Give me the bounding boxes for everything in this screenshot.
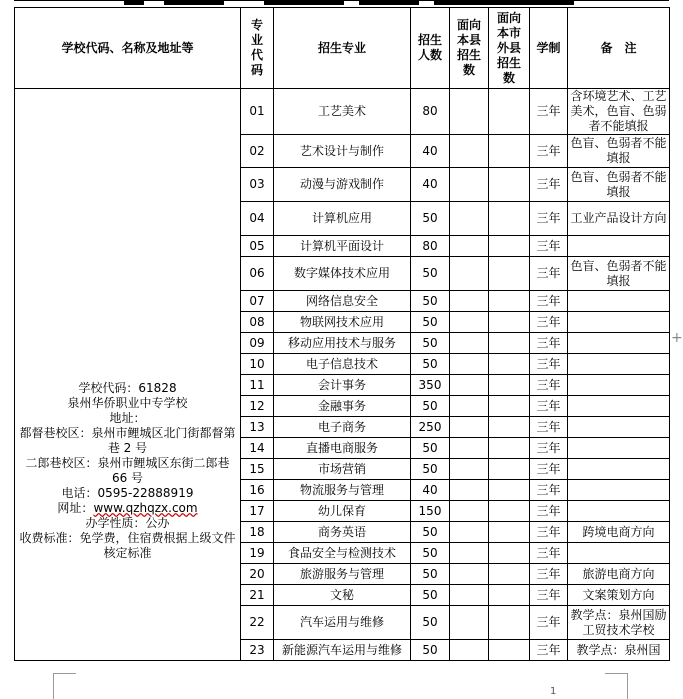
major-code-cell: 20 <box>241 564 274 585</box>
duration-cell: 三年 <box>530 202 568 236</box>
outside-count-cell <box>489 640 530 661</box>
major-name-cell: 工艺美术 <box>274 89 411 135</box>
admissions-table <box>14 7 670 661</box>
header-school: 学校代码、名称及地址等 <box>15 8 241 89</box>
header-enroll-count: 招生 人数 <box>411 8 450 89</box>
major-name-cell: 移动应用技术与服务 <box>274 333 411 354</box>
major-code-cell: 09 <box>241 333 274 354</box>
major-code-cell: 13 <box>241 417 274 438</box>
local-count-cell <box>450 417 489 438</box>
outside-count-cell <box>489 375 530 396</box>
local-count-cell <box>450 257 489 291</box>
cut-text-fragment <box>164 1 224 5</box>
cut-text-fragment <box>434 1 574 5</box>
enroll-count-cell: 50 <box>411 202 450 236</box>
major-code-cell: 01 <box>241 89 274 135</box>
major-name-cell: 旅游服务与管理 <box>274 564 411 585</box>
duration-cell: 三年 <box>530 312 568 333</box>
remarks-cell: 旅游电商方向 <box>568 564 670 585</box>
remarks-cell: 含环境艺术、工艺美术，色盲、色弱者不能填报 <box>568 89 670 135</box>
remarks-cell: 教学点：泉州国 <box>568 640 670 661</box>
local-count-cell <box>450 354 489 375</box>
enroll-count-cell: 50 <box>411 606 450 640</box>
local-count-cell <box>450 459 489 480</box>
remarks-cell: 色盲、色弱者不能填报 <box>568 135 670 168</box>
enroll-count-cell: 50 <box>411 354 450 375</box>
header-row <box>15 8 670 89</box>
outside-count-cell <box>489 417 530 438</box>
local-count-cell <box>450 522 489 543</box>
local-count-cell <box>450 135 489 168</box>
outside-count-cell <box>489 438 530 459</box>
major-code-cell: 21 <box>241 585 274 606</box>
enroll-count-cell: 80 <box>411 236 450 257</box>
duration-cell: 三年 <box>530 396 568 417</box>
remarks-cell <box>568 459 670 480</box>
major-name-cell: 计算机平面设计 <box>274 236 411 257</box>
major-name-cell: 汽车运用与维修 <box>274 606 411 640</box>
duration-cell: 三年 <box>530 89 568 135</box>
outside-count-cell <box>489 354 530 375</box>
table-row <box>15 89 670 135</box>
outside-count-cell <box>489 202 530 236</box>
outside-count-cell <box>489 522 530 543</box>
major-code-cell: 07 <box>241 291 274 312</box>
outside-count-cell <box>489 236 530 257</box>
major-name-cell: 幼儿保育 <box>274 501 411 522</box>
outside-count-cell <box>489 459 530 480</box>
major-code-cell: 18 <box>241 522 274 543</box>
remarks-cell <box>568 480 670 501</box>
header-duration: 学制 <box>530 8 568 89</box>
remarks-cell <box>568 396 670 417</box>
outside-count-cell <box>489 480 530 501</box>
header-major-code: 专 业 代 码 <box>241 8 274 89</box>
school-code: 学校代码：61828 <box>78 380 177 395</box>
remarks-cell <box>568 354 670 375</box>
local-count-cell <box>450 396 489 417</box>
local-count-cell <box>450 606 489 640</box>
enroll-count-cell: 50 <box>411 522 450 543</box>
major-code-cell: 06 <box>241 257 274 291</box>
major-code-cell: 14 <box>241 438 274 459</box>
major-name-cell: 动漫与游戏制作 <box>274 168 411 202</box>
remarks-cell <box>568 501 670 522</box>
outside-count-cell <box>489 333 530 354</box>
remarks-cell <box>568 291 670 312</box>
major-name-cell: 数字媒体技术应用 <box>274 257 411 291</box>
outside-count-cell <box>489 585 530 606</box>
remarks-cell <box>568 236 670 257</box>
enroll-count-cell: 250 <box>411 417 450 438</box>
school-info-cell <box>15 89 241 661</box>
duration-cell: 三年 <box>530 543 568 564</box>
remarks-cell: 工业产品设计方向 <box>568 202 670 236</box>
major-name-cell: 金融事务 <box>274 396 411 417</box>
major-code-cell: 11 <box>241 375 274 396</box>
outside-count-cell <box>489 312 530 333</box>
website-link[interactable]: www.qzhqzx.com <box>93 500 198 515</box>
remarks-cell: 文案策划方向 <box>568 585 670 606</box>
duration-cell: 三年 <box>530 236 568 257</box>
local-count-cell <box>450 438 489 459</box>
major-name-cell: 文秘 <box>274 585 411 606</box>
remarks-cell <box>568 417 670 438</box>
header-outside-count: 面向 本市 外县 招生 数 <box>489 8 530 89</box>
local-count-cell <box>450 333 489 354</box>
enroll-count-cell: 50 <box>411 333 450 354</box>
major-code-cell: 02 <box>241 135 274 168</box>
major-code-cell: 16 <box>241 480 274 501</box>
fee-standard: 收费标准：免学费，住宿费根据上级文件核定标准 <box>19 530 236 560</box>
major-code-cell: 12 <box>241 396 274 417</box>
major-name-cell: 电子信息技术 <box>274 354 411 375</box>
enroll-count-cell: 40 <box>411 135 450 168</box>
enroll-count-cell: 50 <box>411 564 450 585</box>
major-code-cell: 15 <box>241 459 274 480</box>
major-code-cell: 17 <box>241 501 274 522</box>
enroll-count-cell: 40 <box>411 168 450 202</box>
local-count-cell <box>450 312 489 333</box>
phone: 电话：0595-22888919 <box>61 485 194 500</box>
local-count-cell <box>450 375 489 396</box>
header-local-count: 面向 本县 招生 数 <box>450 8 489 89</box>
duration-cell: 三年 <box>530 585 568 606</box>
duration-cell: 三年 <box>530 480 568 501</box>
remarks-cell <box>568 333 670 354</box>
outside-count-cell <box>489 257 530 291</box>
local-count-cell <box>450 564 489 585</box>
school-nature: 办学性质：公办 <box>85 515 170 530</box>
local-count-cell <box>450 501 489 522</box>
duration-cell: 三年 <box>530 257 568 291</box>
remarks-cell <box>568 375 670 396</box>
outside-count-cell <box>489 543 530 564</box>
duration-cell: 三年 <box>530 168 568 202</box>
duration-cell: 三年 <box>530 606 568 640</box>
remarks-cell <box>568 543 670 564</box>
major-code-cell: 19 <box>241 543 274 564</box>
major-code-cell: 22 <box>241 606 274 640</box>
outside-count-cell <box>489 168 530 202</box>
major-name-cell: 物联网技术应用 <box>274 312 411 333</box>
local-count-cell <box>450 168 489 202</box>
major-name-cell: 电子商务 <box>274 417 411 438</box>
header-remarks: 备 注 <box>568 8 670 89</box>
duration-cell: 三年 <box>530 522 568 543</box>
major-name-cell: 直播电商服务 <box>274 438 411 459</box>
local-count-cell <box>450 236 489 257</box>
enroll-count-cell: 50 <box>411 640 450 661</box>
address-label: 地址： <box>109 410 146 425</box>
duration-cell: 三年 <box>530 354 568 375</box>
major-code-cell: 08 <box>241 312 274 333</box>
local-count-cell <box>450 543 489 564</box>
local-count-cell <box>450 585 489 606</box>
major-code-cell: 03 <box>241 168 274 202</box>
school-name: 泉州华侨职业中专学校 <box>67 395 188 410</box>
header-major: 招生专业 <box>274 8 411 89</box>
duration-cell: 三年 <box>530 501 568 522</box>
campus-2-address: 二郎巷校区：泉州市鲤城区东街二郎巷 66 号 <box>25 455 230 485</box>
major-name-cell: 计算机应用 <box>274 202 411 236</box>
enroll-count-cell: 150 <box>411 501 450 522</box>
enroll-count-cell: 50 <box>411 257 450 291</box>
duration-cell: 三年 <box>530 459 568 480</box>
remarks-cell: 色盲、色弱者不能填报 <box>568 168 670 202</box>
major-name-cell: 商务英语 <box>274 522 411 543</box>
crop-mark-right <box>605 673 628 699</box>
enroll-count-cell: 50 <box>411 459 450 480</box>
major-name-cell: 会计事务 <box>274 375 411 396</box>
outside-count-cell <box>489 135 530 168</box>
crop-mark-left <box>53 673 76 699</box>
enroll-count-cell: 350 <box>411 375 450 396</box>
margin-plus-icon[interactable]: + <box>671 330 683 346</box>
major-name-cell: 新能源汽车运用与维修 <box>274 640 411 661</box>
enroll-count-cell: 50 <box>411 312 450 333</box>
remarks-cell <box>568 312 670 333</box>
outside-count-cell <box>489 606 530 640</box>
major-name-cell: 物流服务与管理 <box>274 480 411 501</box>
major-code-cell: 05 <box>241 236 274 257</box>
duration-cell: 三年 <box>530 375 568 396</box>
enroll-count-cell: 50 <box>411 438 450 459</box>
duration-cell: 三年 <box>530 438 568 459</box>
local-count-cell <box>450 291 489 312</box>
remarks-cell <box>568 438 670 459</box>
duration-cell: 三年 <box>530 333 568 354</box>
enroll-count-cell: 50 <box>411 291 450 312</box>
outside-count-cell <box>489 501 530 522</box>
major-code-cell: 23 <box>241 640 274 661</box>
remarks-cell: 色盲、色弱者不能填报 <box>568 257 670 291</box>
enroll-count-cell: 50 <box>411 543 450 564</box>
outside-count-cell <box>489 89 530 135</box>
local-count-cell <box>450 202 489 236</box>
duration-cell: 三年 <box>530 417 568 438</box>
major-name-cell: 艺术设计与制作 <box>274 135 411 168</box>
duration-cell: 三年 <box>530 291 568 312</box>
cut-text-fragment <box>124 1 144 5</box>
major-name-cell: 市场营销 <box>274 459 411 480</box>
remarks-cell: 教学点：泉州国励工贸技术学校 <box>568 606 670 640</box>
duration-cell: 三年 <box>530 135 568 168</box>
remarks-cell: 跨境电商方向 <box>568 522 670 543</box>
major-code-cell: 10 <box>241 354 274 375</box>
duration-cell: 三年 <box>530 640 568 661</box>
local-count-cell <box>450 480 489 501</box>
outside-count-cell <box>489 564 530 585</box>
local-count-cell <box>450 89 489 135</box>
page-number: 1 <box>550 686 557 697</box>
duration-cell: 三年 <box>530 564 568 585</box>
major-name-cell: 网络信息安全 <box>274 291 411 312</box>
major-code-cell: 04 <box>241 202 274 236</box>
cut-text-fragment <box>264 1 344 5</box>
enroll-count-cell: 50 <box>411 585 450 606</box>
enroll-count-cell: 40 <box>411 480 450 501</box>
outside-count-cell <box>489 396 530 417</box>
local-count-cell <box>450 640 489 661</box>
outside-count-cell <box>489 291 530 312</box>
enroll-count-cell: 80 <box>411 89 450 135</box>
major-name-cell: 食品安全与检测技术 <box>274 543 411 564</box>
website-line: 网址：www.qzhqzx.com <box>57 500 198 515</box>
campus-1-address: 都督巷校区：泉州市鲤城区北门街都督第巷 2 号 <box>19 425 236 455</box>
enroll-count-cell: 50 <box>411 396 450 417</box>
cut-text-fragment <box>359 1 419 5</box>
